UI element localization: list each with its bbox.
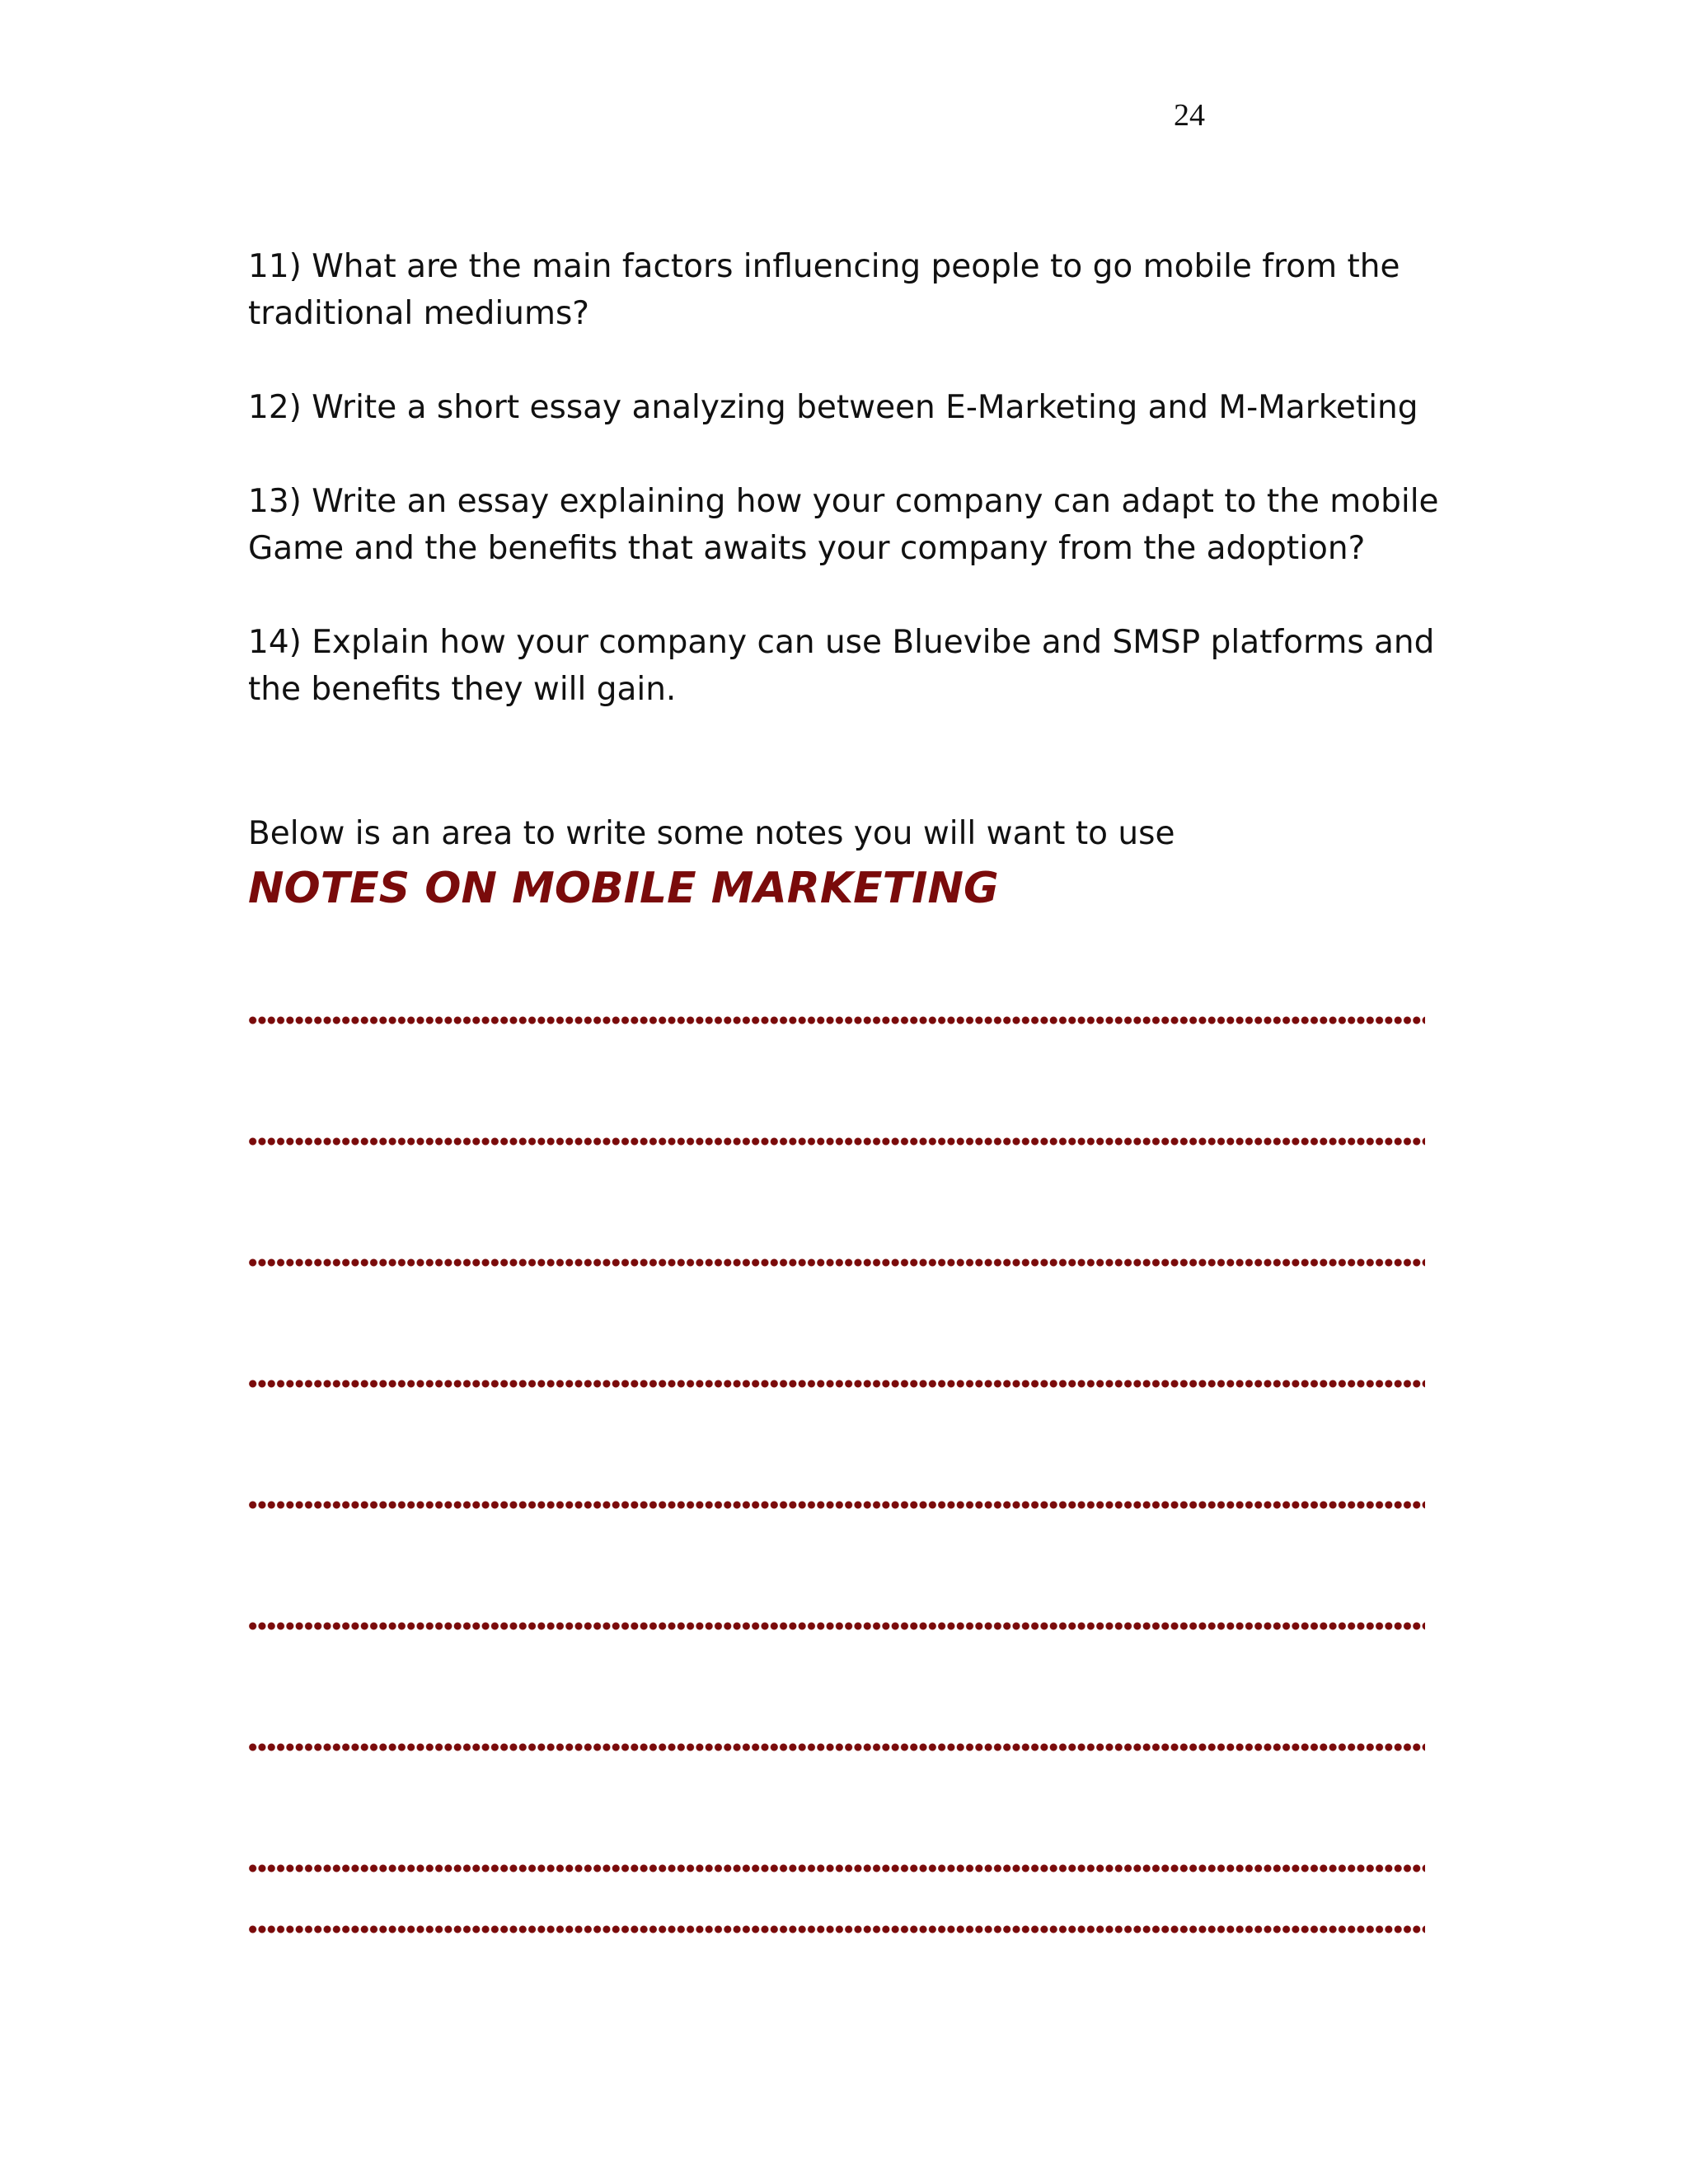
page-number: 24 xyxy=(1174,98,1205,133)
question-11: 11) What are the main factors influencing people to go mobile from the traditional mediums? xyxy=(248,248,1400,332)
notes-writing-line xyxy=(248,1621,1425,1631)
notes-writing-line xyxy=(248,1863,1425,1873)
notes-intro: Below is an area to write some notes you will want to use xyxy=(248,815,1175,852)
notes-writing-line xyxy=(248,1500,1425,1510)
question-12: 12) Write a short essay analyzing between E-Marketing and M-Marketing xyxy=(248,389,1418,426)
notes-writing-line xyxy=(248,1379,1425,1389)
question-14: 14) Explain how your company can use Bluevibe and SMSP platforms and the benefits they will gain. xyxy=(248,624,1435,708)
question-list xyxy=(248,243,1451,760)
notes-writing-line xyxy=(248,1137,1425,1146)
notes-writing-line xyxy=(248,1015,1425,1025)
notes-writing-line xyxy=(248,1258,1425,1268)
notes-heading: NOTES ON MOBILE MARKETING xyxy=(248,864,999,913)
notes-writing-line xyxy=(248,1924,1425,1934)
notes-writing-line xyxy=(248,1742,1425,1752)
question-13: 13) Write an essay explaining how your company can adapt to the mobile Game and the benefits that awaits your company from the adoption? xyxy=(248,483,1439,567)
